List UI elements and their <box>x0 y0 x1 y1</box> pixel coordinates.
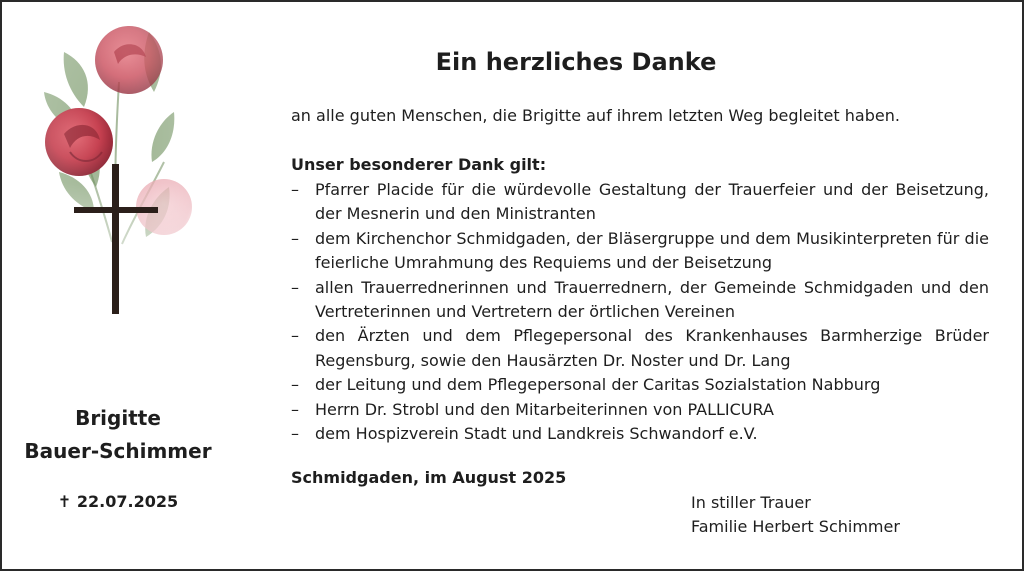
dash-icon: – <box>291 180 299 199</box>
special-thanks-heading: Unser besonderer Dank gilt: <box>291 155 547 174</box>
death-date <box>2 492 234 511</box>
roses-with-cross-icon <box>24 12 204 322</box>
notice-title: Ein herzliches Danke <box>435 48 717 76</box>
list-item: – den Ärzten und dem Pflegepersonal des Krankenhauses Barmherzige Brüder Regensburg, sowie den Hausärzten Dr. Noster und Dr. Lang <box>291 326 989 370</box>
list-item: – dem Kirchenchor Schmidgaden, der Bläsergruppe und dem Musikinterpreten für die feierliche Umrahmung des Requiems und der Beisetzung <box>291 228 989 273</box>
dash-icon: – <box>291 228 299 248</box>
place-date: Schmidgaden, im August 2025 <box>291 468 567 487</box>
deceased-last-name: Bauer-Schimmer <box>24 439 212 463</box>
list-item: – der Leitung und dem Pflegepersonal der Caritas Sozialstation Nabburg <box>291 373 989 397</box>
dash-icon: – <box>291 277 299 297</box>
list-item: – dem Hospizverein Stadt und Landkreis Schwandorf e.V. <box>291 422 989 446</box>
list-item: – allen Trauerrednerinnen und Trauerrednern, der Gemeinde Schmidgaden und den Vertreterinnen und Vertretern der örtlichen Vereinen <box>291 277 989 322</box>
thanks-list <box>291 178 989 446</box>
list-item: – Pfarrer Placide für die würdevolle Gestaltung der Trauerfeier und der Beisetzung, der Mesnerin und den Ministranten <box>291 180 989 224</box>
list-item: – Herrn Dr. Strobl und den Mitarbeiterinnen von PALLICURA <box>291 398 989 422</box>
closing-phrase: In stiller Trauer <box>691 493 811 512</box>
dash-icon: – <box>291 375 299 395</box>
cross-symbol-icon: ✝ <box>57 492 72 511</box>
notice-intro: an alle guten Menschen, die Brigitte auf ihrem letzten Weg begleitet haben. <box>291 106 900 125</box>
death-date-value: 22.07.2025 <box>76 492 179 511</box>
deceased-first-name: Brigitte <box>75 406 161 430</box>
dash-icon: – <box>291 399 299 419</box>
family-signature: Familie Herbert Schimmer <box>691 517 900 536</box>
dash-icon: – <box>291 326 299 346</box>
dash-icon: – <box>291 424 299 444</box>
